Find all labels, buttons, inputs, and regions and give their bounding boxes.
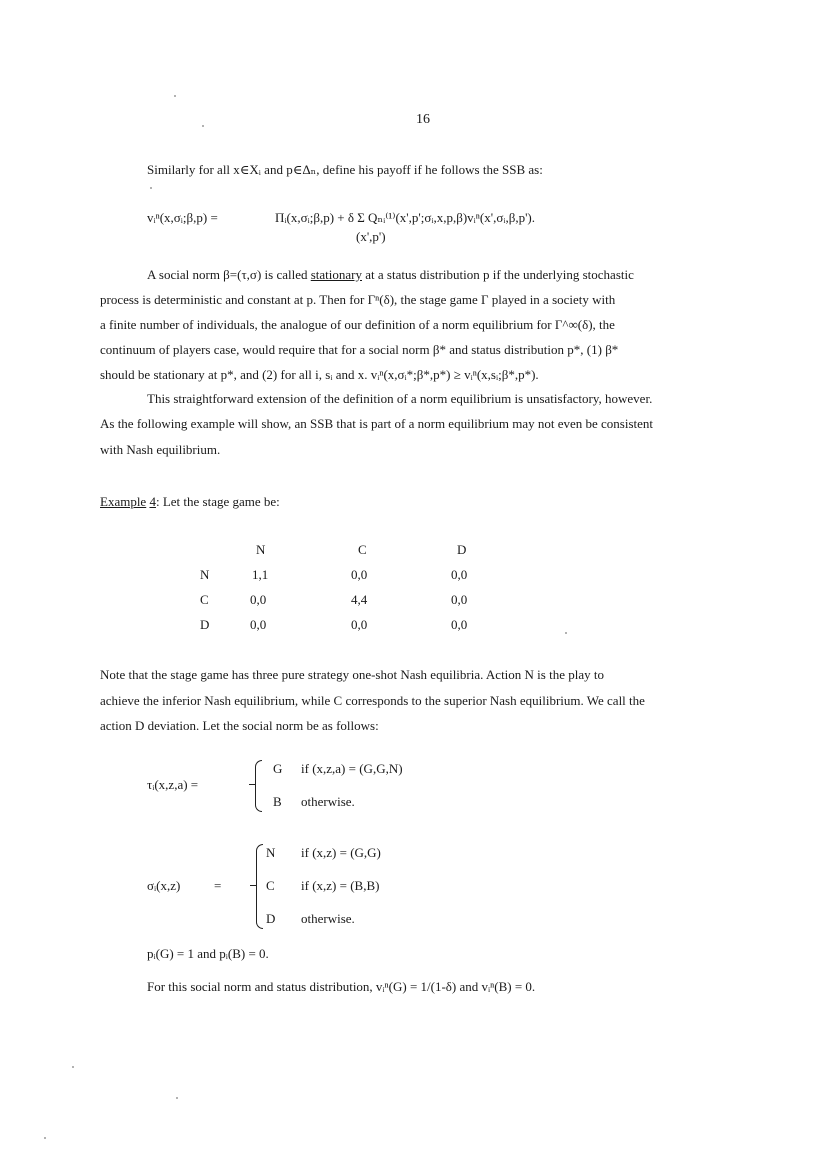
paragraph-3-line-2: achieve the inferior Nash equilibrium, while C corresponds to the superior Nash equilibrium. We call the xyxy=(100,693,645,708)
sigma-equals: = xyxy=(214,878,222,893)
table-cell: 0,0 xyxy=(250,617,267,632)
paragraph-1-line-5: should be stationary at p*, and (2) for all i, sᵢ and x. vᵢⁿ(x,σᵢ*;β*,p*) ≥ vᵢⁿ(x,sᵢ;β*,p*). xyxy=(100,367,539,382)
row-header: D xyxy=(200,617,210,632)
tau-lhs: τᵢ(x,z,a) = xyxy=(147,777,199,792)
equation-1-subscript: (x',p') xyxy=(356,229,386,244)
table-cell: 0,0 xyxy=(250,592,267,607)
scan-speck xyxy=(565,632,567,634)
example-heading xyxy=(100,494,280,510)
paragraph-2-line-3: with Nash equilibrium. xyxy=(100,442,221,457)
column-header: D xyxy=(457,542,467,557)
tau-case-2-value: B xyxy=(273,794,282,809)
scan-speck xyxy=(44,1137,46,1139)
sigma-case-2-condition: if (x,z) = (B,B) xyxy=(301,878,380,893)
distribution-line: pᵢ(G) = 1 and pᵢ(B) = 0. xyxy=(147,946,269,961)
sigma-case-2-value: C xyxy=(266,878,275,893)
tau-case-1-value: G xyxy=(273,761,283,776)
table-cell: 4,4 xyxy=(351,592,368,607)
paragraph-2-line-1: This straightforward extension of the definition of a norm equilibrium is unsatisfactory, however. xyxy=(147,391,653,406)
paragraph-1-line-3: a finite number of individuals, the analogue of our definition of a norm equilibrium for Γ^∞(δ), the xyxy=(100,317,615,332)
paragraph-3-line-1: Note that the stage game has three pure strategy one-shot Nash equilibria. Action N is the play to xyxy=(100,667,604,682)
paragraph-1-line-1-head: A social norm β=(τ,σ) is called xyxy=(147,267,311,282)
tau-brace-tip xyxy=(249,784,256,785)
table-cell: 0,0 xyxy=(451,617,468,632)
scan-speck xyxy=(150,187,152,189)
paragraph-2-line-2: As the following example will show, an SSB that is part of a norm equilibrium may not even be consistent xyxy=(100,416,654,431)
sigma-lhs: σᵢ(x,z) xyxy=(147,878,181,893)
scan-speck xyxy=(72,1066,74,1068)
final-line: For this social norm and status distribution, vᵢⁿ(G) = 1/(1-δ) and vᵢⁿ(B) = 0. xyxy=(147,979,536,994)
row-header: C xyxy=(200,592,209,607)
scan-speck xyxy=(174,95,176,97)
table-cell: 0,0 xyxy=(351,567,368,582)
scan-speck xyxy=(176,1097,178,1099)
stationary-term: stationary xyxy=(310,267,362,282)
sigma-brace xyxy=(256,844,263,929)
equation-1-lhs: vᵢⁿ(x,σᵢ;β,p) = xyxy=(147,210,218,225)
table-cell: 0,0 xyxy=(451,592,468,607)
intro-line: Similarly for all x∈Xᵢ and p∈Δₙ, define his payoff if he follows the SSB as: xyxy=(147,162,543,177)
row-header: N xyxy=(200,567,210,582)
example-label: Example xyxy=(100,494,147,509)
paragraph-3-line-3: action D deviation. Let the social norm be as follows: xyxy=(100,718,379,733)
tau-case-2-condition: otherwise. xyxy=(301,794,355,809)
table-cell: 0,0 xyxy=(451,567,468,582)
equation-1-rhs: Πᵢ(x,σᵢ;β,p) + δ Σ Qₙᵢ⁽¹⁾(x',p';σᵢ,x,p,β)vᵢⁿ(x',σᵢ,β,p'). xyxy=(275,210,535,225)
paragraph-1-line-2: process is deterministic and constant at p. Then for Γⁿ(δ), the stage game Γ played in a society with xyxy=(100,292,616,307)
sigma-case-3-value: D xyxy=(266,911,276,926)
paragraph-1-line-4: continuum of players case, would require that for a social norm β* and status distribution p*, (1) β* xyxy=(100,342,619,357)
column-header: C xyxy=(358,542,367,557)
scan-speck xyxy=(202,125,204,127)
page-number: 16 xyxy=(416,112,430,127)
paragraph-1-line-1-tail: at a status distribution p if the underlying stochastic xyxy=(362,267,634,282)
sigma-case-3-condition: otherwise. xyxy=(301,911,355,926)
table-cell: 1,1 xyxy=(252,567,269,582)
sigma-case-1-condition: if (x,z) = (G,G) xyxy=(301,845,381,860)
sigma-brace-tip xyxy=(250,885,257,886)
tau-case-1-condition: if (x,z,a) = (G,G,N) xyxy=(301,761,403,776)
tau-brace xyxy=(255,760,262,812)
example-number: 4 xyxy=(149,494,156,509)
table-cell: 0,0 xyxy=(351,617,368,632)
sigma-case-1-value: N xyxy=(266,845,276,860)
paragraph-1-line-1 xyxy=(147,267,634,283)
column-header: N xyxy=(256,542,266,557)
example-text: : Let the stage game be: xyxy=(155,494,280,509)
